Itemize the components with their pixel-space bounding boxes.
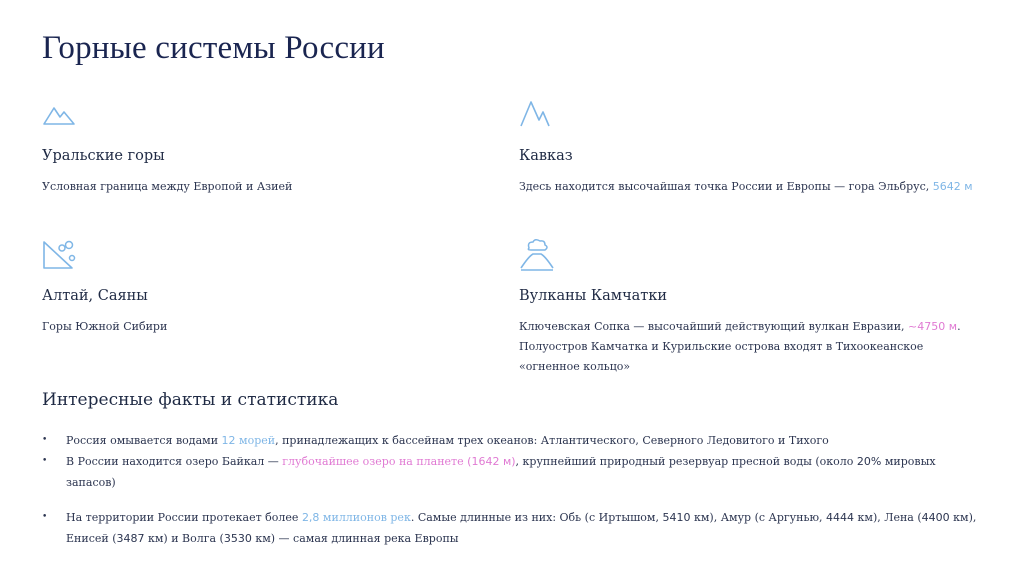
- card-description: Горы Южной Сибири: [42, 320, 168, 333]
- list-item: • На территории России протекает более 2,8 миллионов рек. Самые длинные из них: Обь (с Иртышом, 5410 км), Амур (с Аргунью, 4444 км), Лена (4400 км), Енисей (3487 км) и Волга (3530 км) — самая длинная река Европы: [42, 507, 982, 549]
- list-item: • Россия омывается водами 12 морей, принадлежащих к бассейнам трех океанов: Атлантического, Северного Ледовитого и Тихого: [42, 430, 982, 451]
- card-title: Вулканы Камчатки: [519, 288, 668, 304]
- card-description: Условная граница между Европой и Азией: [42, 180, 293, 193]
- card-description: Здесь находится высочайшая точка России и Европы — гора Эльбрус, 5642 м: [519, 180, 973, 193]
- elbrus-height: 5642 м: [932, 180, 973, 193]
- snowy-slope-icon: [42, 238, 78, 274]
- facts-list: [42, 430, 982, 549]
- card-description: Ключевская Сопка — высочайший действующий вулкан Евразии, ~4750 м. Полуостров Камчатка и Курильские острова входят в Тихоокеанское «огненное кольцо»: [519, 320, 961, 373]
- bullet-icon: •: [42, 435, 48, 445]
- card-caucasus: [519, 98, 979, 197]
- card-kamchatka: [519, 238, 979, 377]
- page-title: Горные системы России: [42, 30, 385, 66]
- peak-icon: [519, 98, 555, 134]
- list-item: • В России находится озеро Байкал — глубочайшее озеро на планете (1642 м), крупнейший природный резервуар пресной воды (около 20% мировых запасов): [42, 451, 982, 493]
- bullet-icon: •: [42, 512, 48, 522]
- facts-heading: Интересные факты и статистика: [42, 390, 339, 410]
- mountains-icon: [42, 98, 78, 134]
- card-altai: [42, 238, 462, 337]
- volcano-icon: [519, 238, 555, 274]
- bullet-icon: •: [42, 456, 48, 466]
- klyuchevskaya-height: ~4750 м: [908, 320, 958, 333]
- card-title: Уральские горы: [42, 148, 165, 164]
- card-ural: [42, 98, 462, 197]
- card-title: Алтай, Саяны: [42, 288, 148, 304]
- card-title: Кавказ: [519, 148, 573, 164]
